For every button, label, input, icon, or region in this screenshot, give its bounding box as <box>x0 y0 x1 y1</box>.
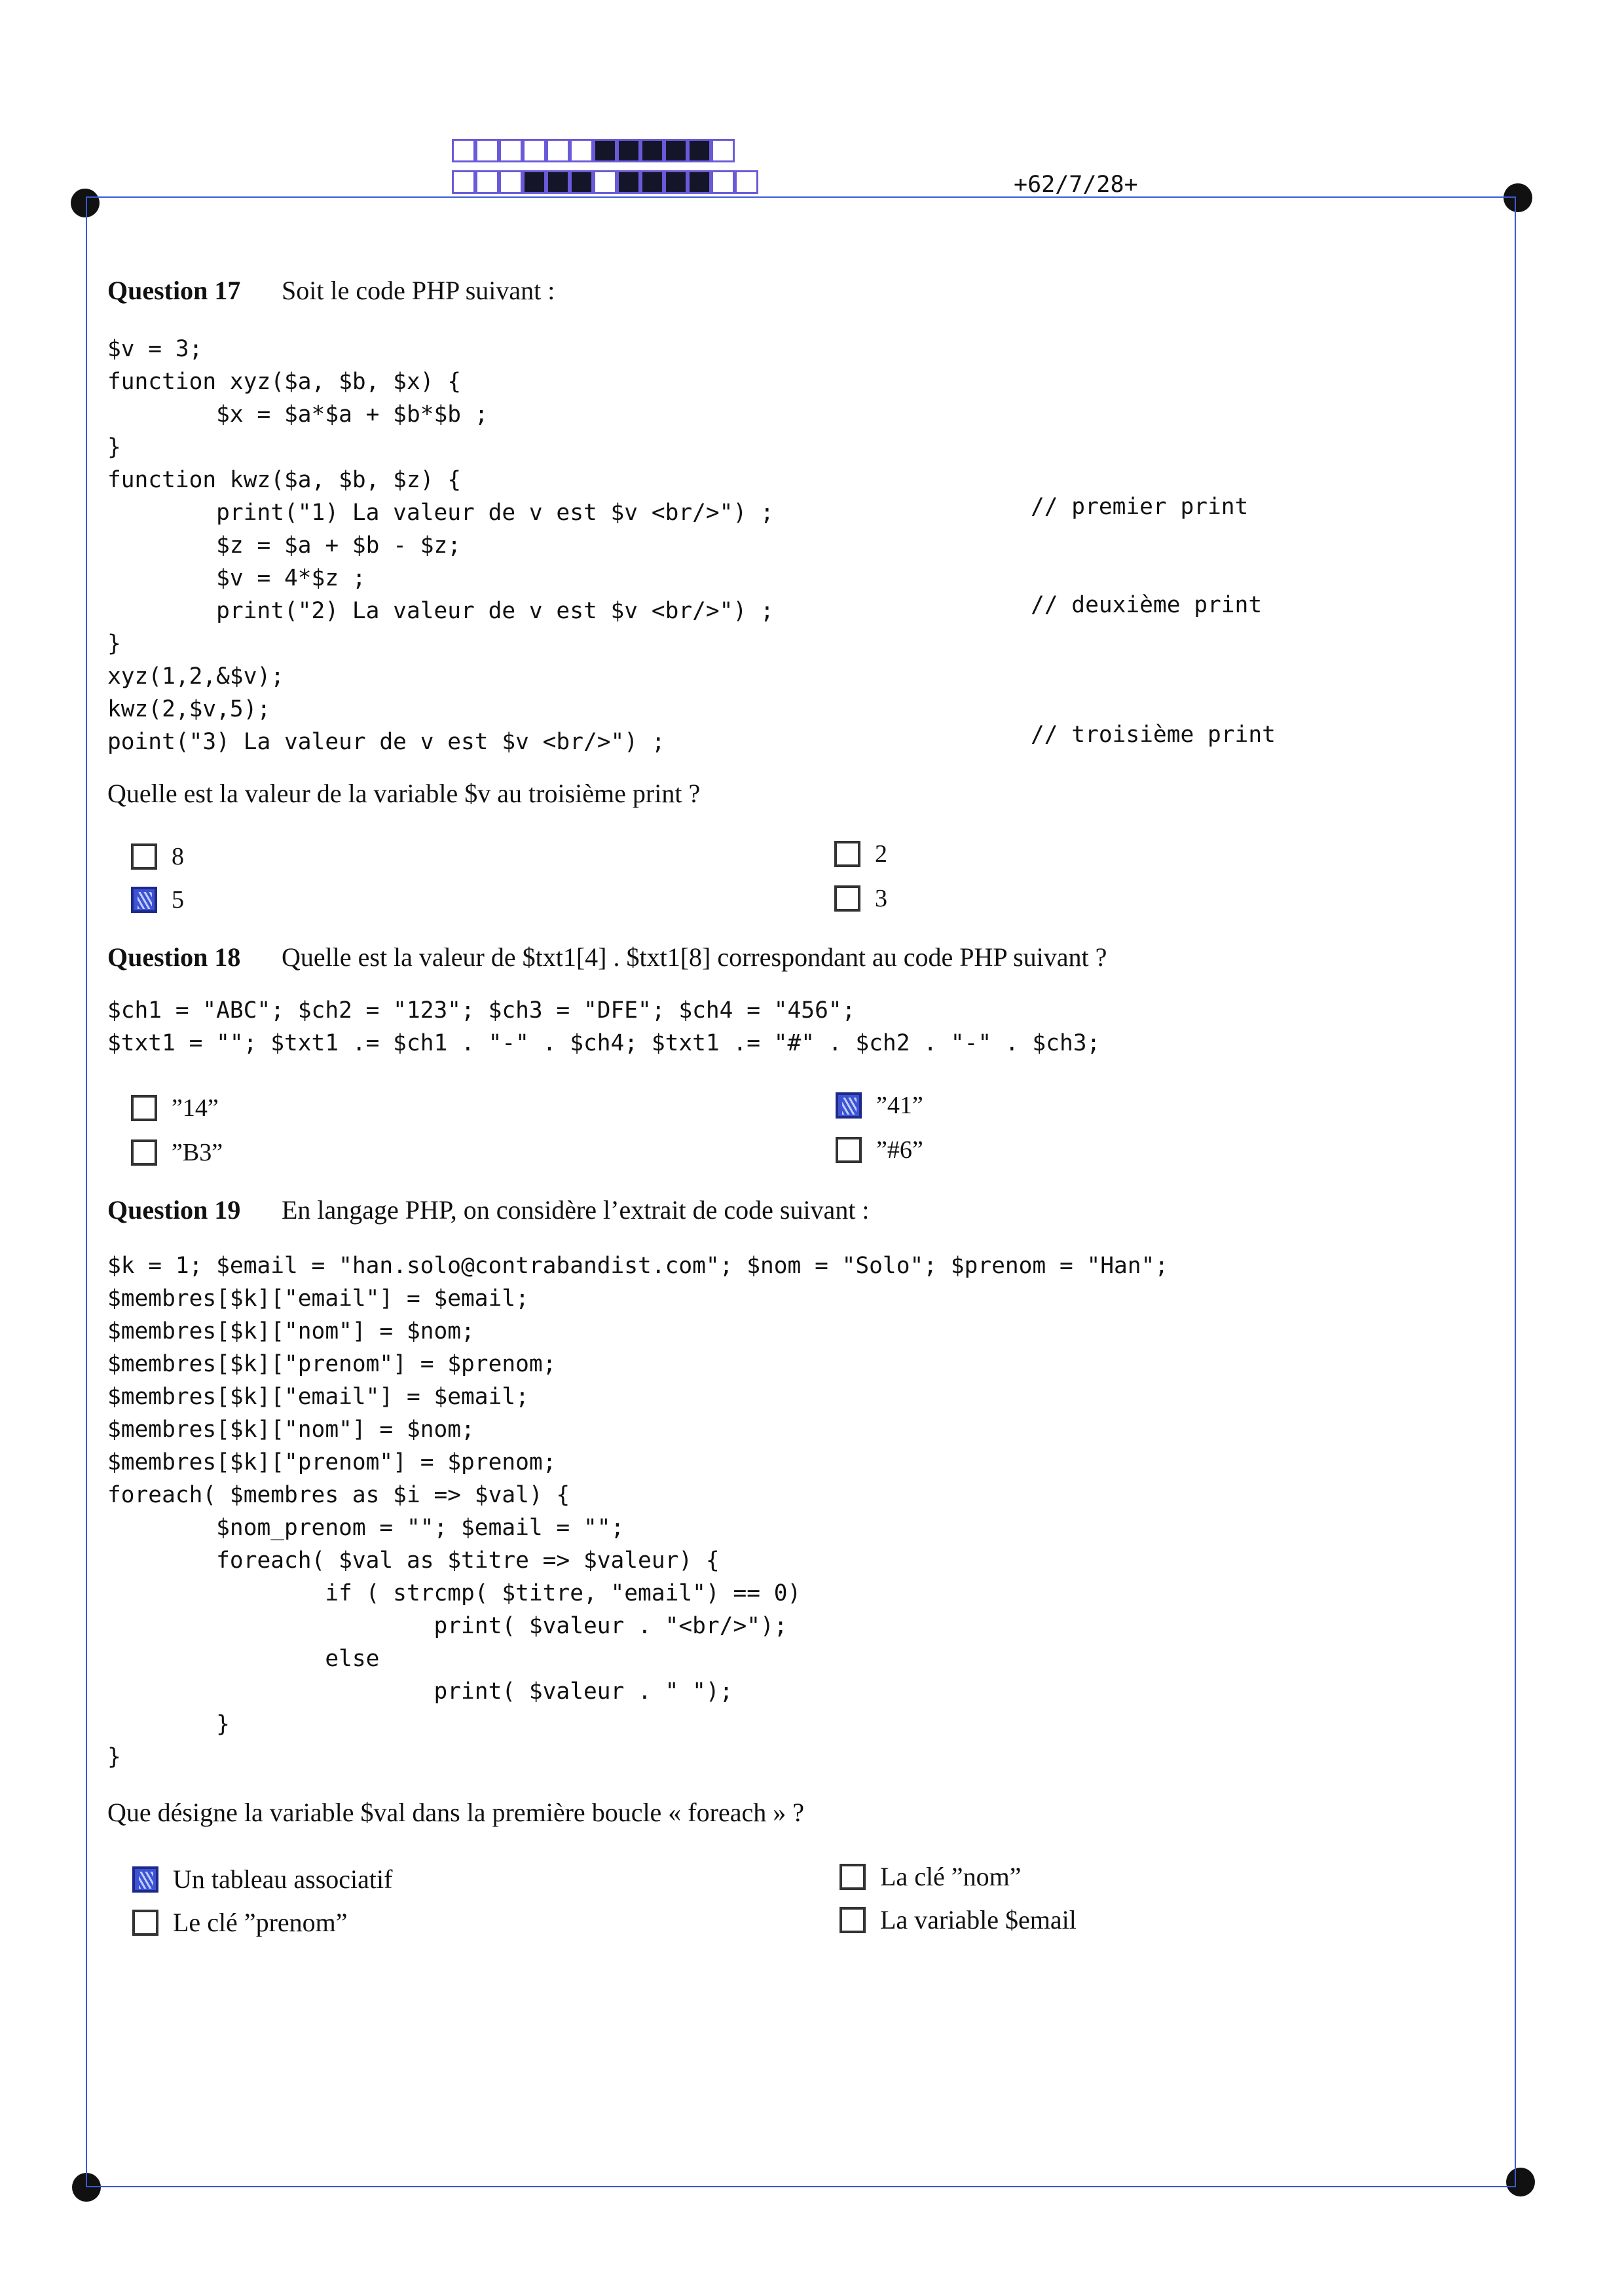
code-cell <box>452 139 475 162</box>
answer-option[interactable] <box>834 884 887 913</box>
code-cell <box>570 139 593 162</box>
code-cell <box>617 170 640 194</box>
question-17-header <box>107 275 555 306</box>
answer-option[interactable] <box>132 1864 392 1895</box>
code-cell <box>664 170 688 194</box>
answer-option[interactable] <box>836 1091 923 1120</box>
code-cell <box>523 139 546 162</box>
question-number: Question 18 <box>107 942 241 972</box>
answer-label: Un tableau associatif <box>173 1864 393 1894</box>
checkbox[interactable] <box>834 841 860 867</box>
checkbox[interactable] <box>840 1907 866 1933</box>
checkbox[interactable] <box>836 1137 862 1163</box>
checkbox[interactable] <box>836 1092 862 1119</box>
code-cell <box>711 170 735 194</box>
answer-option[interactable] <box>132 1907 348 1938</box>
answer-option[interactable] <box>840 1861 1021 1892</box>
page-code-strip-top <box>452 139 735 164</box>
code-cell <box>499 170 523 194</box>
answer-option[interactable] <box>836 1136 923 1164</box>
answer-option[interactable] <box>131 885 184 914</box>
code-cell <box>523 170 546 194</box>
answer-option[interactable] <box>131 1138 223 1167</box>
question-title: En langage PHP, on considère l’extrait de code suivant : <box>282 1195 870 1225</box>
answer-option[interactable] <box>840 1904 1077 1935</box>
code-cell <box>475 170 499 194</box>
question-number: Question 19 <box>107 1195 241 1225</box>
answer-label: ”#6” <box>876 1136 923 1164</box>
code-block-q18: $ch1 = "ABC"; $ch2 = "123"; $ch3 = "DFE"; $ch4 = "456"; $txt1 = ""; $txt1 .= $ch1 . "-" . $ch4; $txt1 .= "#" . $ch2 . "-" . $ch3; <box>107 997 1101 1056</box>
checkbox[interactable] <box>132 1866 158 1893</box>
answer-label: 2 <box>875 840 887 868</box>
question-number: Question 17 <box>107 276 241 305</box>
answer-label: 5 <box>172 886 184 914</box>
code-cell <box>546 170 570 194</box>
answer-option[interactable] <box>131 842 184 871</box>
code-cell <box>593 170 617 194</box>
code-cell <box>499 139 523 162</box>
answer-label: ”B3” <box>172 1139 223 1166</box>
answer-label: ”41” <box>876 1092 923 1119</box>
question-19-header <box>107 1194 870 1225</box>
question-18-header <box>107 942 1107 972</box>
code-cell <box>735 170 758 194</box>
answer-label: Le clé ”prenom” <box>173 1908 348 1937</box>
checkbox[interactable] <box>840 1864 866 1890</box>
checkbox[interactable] <box>131 1095 157 1121</box>
code-cell <box>688 170 711 194</box>
checkbox[interactable] <box>131 1139 157 1166</box>
code-cell <box>664 139 688 162</box>
code-cell <box>640 170 664 194</box>
checkbox[interactable] <box>131 843 157 870</box>
answer-label: 3 <box>875 885 887 912</box>
code-cell <box>640 139 664 162</box>
checkbox[interactable] <box>834 885 860 912</box>
checkbox[interactable] <box>132 1910 158 1936</box>
page-id: +62/7/28+ <box>1014 172 1138 198</box>
code-cell <box>475 139 499 162</box>
code-cell <box>711 139 735 162</box>
answer-label: La clé ”nom” <box>880 1862 1022 1891</box>
code-cell <box>546 139 570 162</box>
question-title: Quelle est la valeur de $txt1[4] . $txt1[8] correspondant au code PHP suivant ? <box>282 942 1107 972</box>
code-comment: // troisième print <box>1031 722 1276 748</box>
code-cell <box>688 139 711 162</box>
answer-option[interactable] <box>131 1094 219 1122</box>
code-cell <box>617 139 640 162</box>
answer-label: La variable $email <box>880 1905 1077 1935</box>
answer-label: 8 <box>172 843 184 870</box>
code-block-q19: $k = 1; $email = "han.solo@contrabandist.com"; $nom = "Solo"; $prenom = "Han"; $membres[$k]["email"] = $email; $membres[$k]["nom"] = $nom; $membres[$k]["prenom"] = $prenom; $membres[$k]["email"] = $email; $membres[$k]["nom"] = $nom; $membres[$k]["prenom"] = $prenom; foreach( $membres as $i => $val) { $nom_prenom = ""; $email = ""; foreach( $val as $titre => $valeur) { if ( strcmp( $titre, "email") == 0) print( $valeur . "<br/>"); else print( $valeur . " "); } } <box>107 1253 1169 1770</box>
answer-option[interactable] <box>834 840 887 868</box>
code-comment: // deuxième print <box>1031 592 1263 618</box>
question-title: Soit le code PHP suivant : <box>282 276 555 305</box>
code-comment: // premier print <box>1031 494 1249 520</box>
checkbox[interactable] <box>131 887 157 913</box>
answer-label: ”14” <box>172 1094 219 1122</box>
code-cell <box>593 139 617 162</box>
code-cell <box>452 170 475 194</box>
code-cell <box>570 170 593 194</box>
question-prompt: Que désigne la variable $val dans la première boucle « foreach » ? <box>107 1798 804 1827</box>
code-block-q17: $v = 3; function xyz($a, $b, $x) { $x = $a*$a + $b*$b ; } function kwz($a, $b, $z) { print("1) La valeur de v est $v <br/>") ; $z = $a + $b - $z; $v = 4*$z ; print("2) La valeur de v est $v <br/>") ; } xyz(1,2,&$v); kwz(2,$v,5); point("3) La valeur de v est $v <br/>") ; <box>107 336 774 755</box>
question-prompt: Quelle est la valeur de la variable $v au troisième print ? <box>107 779 701 808</box>
page-code-strip-bottom <box>452 170 758 195</box>
